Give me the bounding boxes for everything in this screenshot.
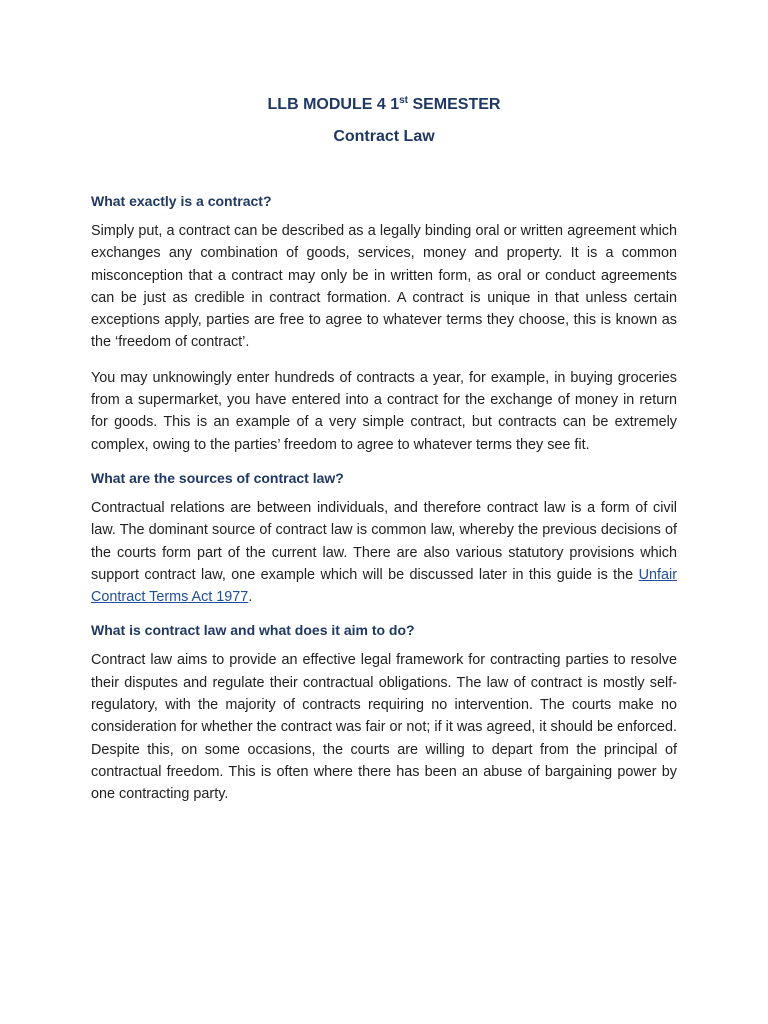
- title-superscript: st: [399, 95, 408, 106]
- paragraph-aims: Contract law aims to provide an effective legal framework for contracting parties to resolve their disputes and regulate their contractual obligations. The law of contract is mostly self-regulatory, with the majority of contracts requiring no intervention. The courts make no consideration for whether the contract was fair or not; if it was agreed, it should be enforced. Despite this, on some occasions, the courts are willing to depart from the principal of contractual freedom. This is often where there has been an abuse of bargaining power by one contracting party.: [91, 652, 677, 803]
- paragraph-sources: [91, 497, 677, 608]
- paragraph-sources-end: .: [248, 589, 253, 606]
- paragraph-contract-examples: You may unknowingly enter hundreds of contracts a year, for example, in buying groceries from a supermarket, you have entered into a contract for the exchange of money in return for goods. This is an example of a very simple contract, but contracts can be extremely complex, owing to the parties’ freedom to agree to whatever terms they see fit.: [91, 369, 677, 453]
- title-prefix: LLB MODULE 4 1: [267, 96, 400, 113]
- section-heading-what-is-contract: What exactly is a contract?: [91, 193, 272, 209]
- paragraph-sources-text: Contractual relations are between individuals, and therefore contract law is a form of civil law. The dominant source of contract law is common law, whereby the previous decisions of the courts form part of the current law. There are also various statutory provisions which support contract law, one example which will be discussed later in this guide is the: [91, 499, 677, 583]
- section-heading-aims: What is contract law and what does it aim to do?: [91, 622, 415, 639]
- document-title: [91, 94, 677, 116]
- document-subtitle: Contract Law: [333, 128, 435, 145]
- title-suffix: SEMESTER: [408, 96, 501, 113]
- unfair-contract-terms-act-link[interactable]: Unfair Contract Terms Act 1977: [91, 566, 677, 606]
- paragraph-contract-definition: Simply put, a contract can be described as a legally binding oral or written agreement which exchanges any combination of goods, services, money and property. It is a common misconception that a contract may only be in written form, as oral or conduct agreements can be just as credible in contract formation. A contract is unique in that unless certain exceptions apply, parties are free to agree to whatever terms they choose, this is known as the ‘freedom of contract’.: [91, 223, 677, 351]
- section-heading-sources: What are the sources of contract law?: [91, 469, 344, 486]
